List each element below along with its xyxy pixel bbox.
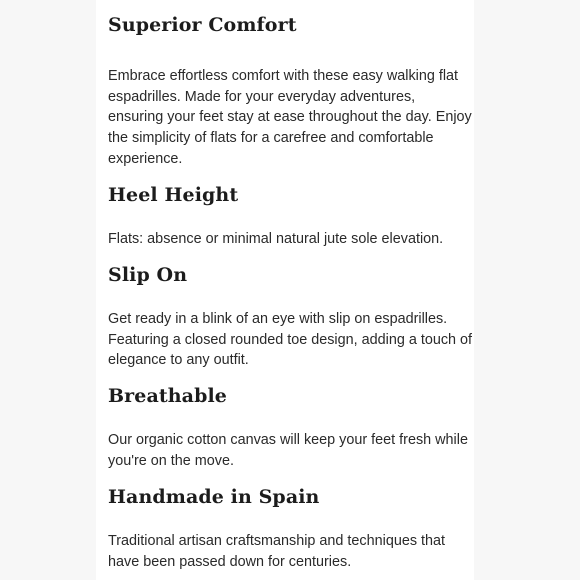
section-handmade-in-spain: [108, 485, 474, 570]
section-body: Embrace effortless comfort with these easy walking flat espadrilles. Made for your everyday adventures, ensuring your feet stay at ease throughout the day. Enjoy the simplicity of flats for a carefree and comfortable experience.: [108, 68, 472, 167]
section-heading: Handmade in Spain: [108, 486, 320, 508]
section-heel-height: [108, 183, 474, 247]
section-slip-on: [108, 263, 474, 369]
section-heading: Heel Height: [108, 184, 239, 206]
section-heading: Superior Comfort: [108, 14, 297, 36]
section-body: Get ready in a blink of an eye with slip on espadrilles. Featuring a closed rounded toe design, adding a touch of elegance to any outfit.: [108, 311, 473, 369]
section-body: Flats: absence or minimal natural jute sole elevation.: [108, 231, 444, 247]
section-body: Traditional artisan craftsmanship and techniques that have been passed down for centuries.: [108, 533, 446, 570]
section-superior-comfort: [108, 13, 474, 167]
section-breathable: [108, 384, 474, 469]
section-body: Our organic cotton canvas will keep your feet fresh while you're on the move.: [108, 432, 468, 469]
section-heading: Slip On: [108, 264, 188, 286]
section-heading: Breathable: [108, 385, 227, 407]
